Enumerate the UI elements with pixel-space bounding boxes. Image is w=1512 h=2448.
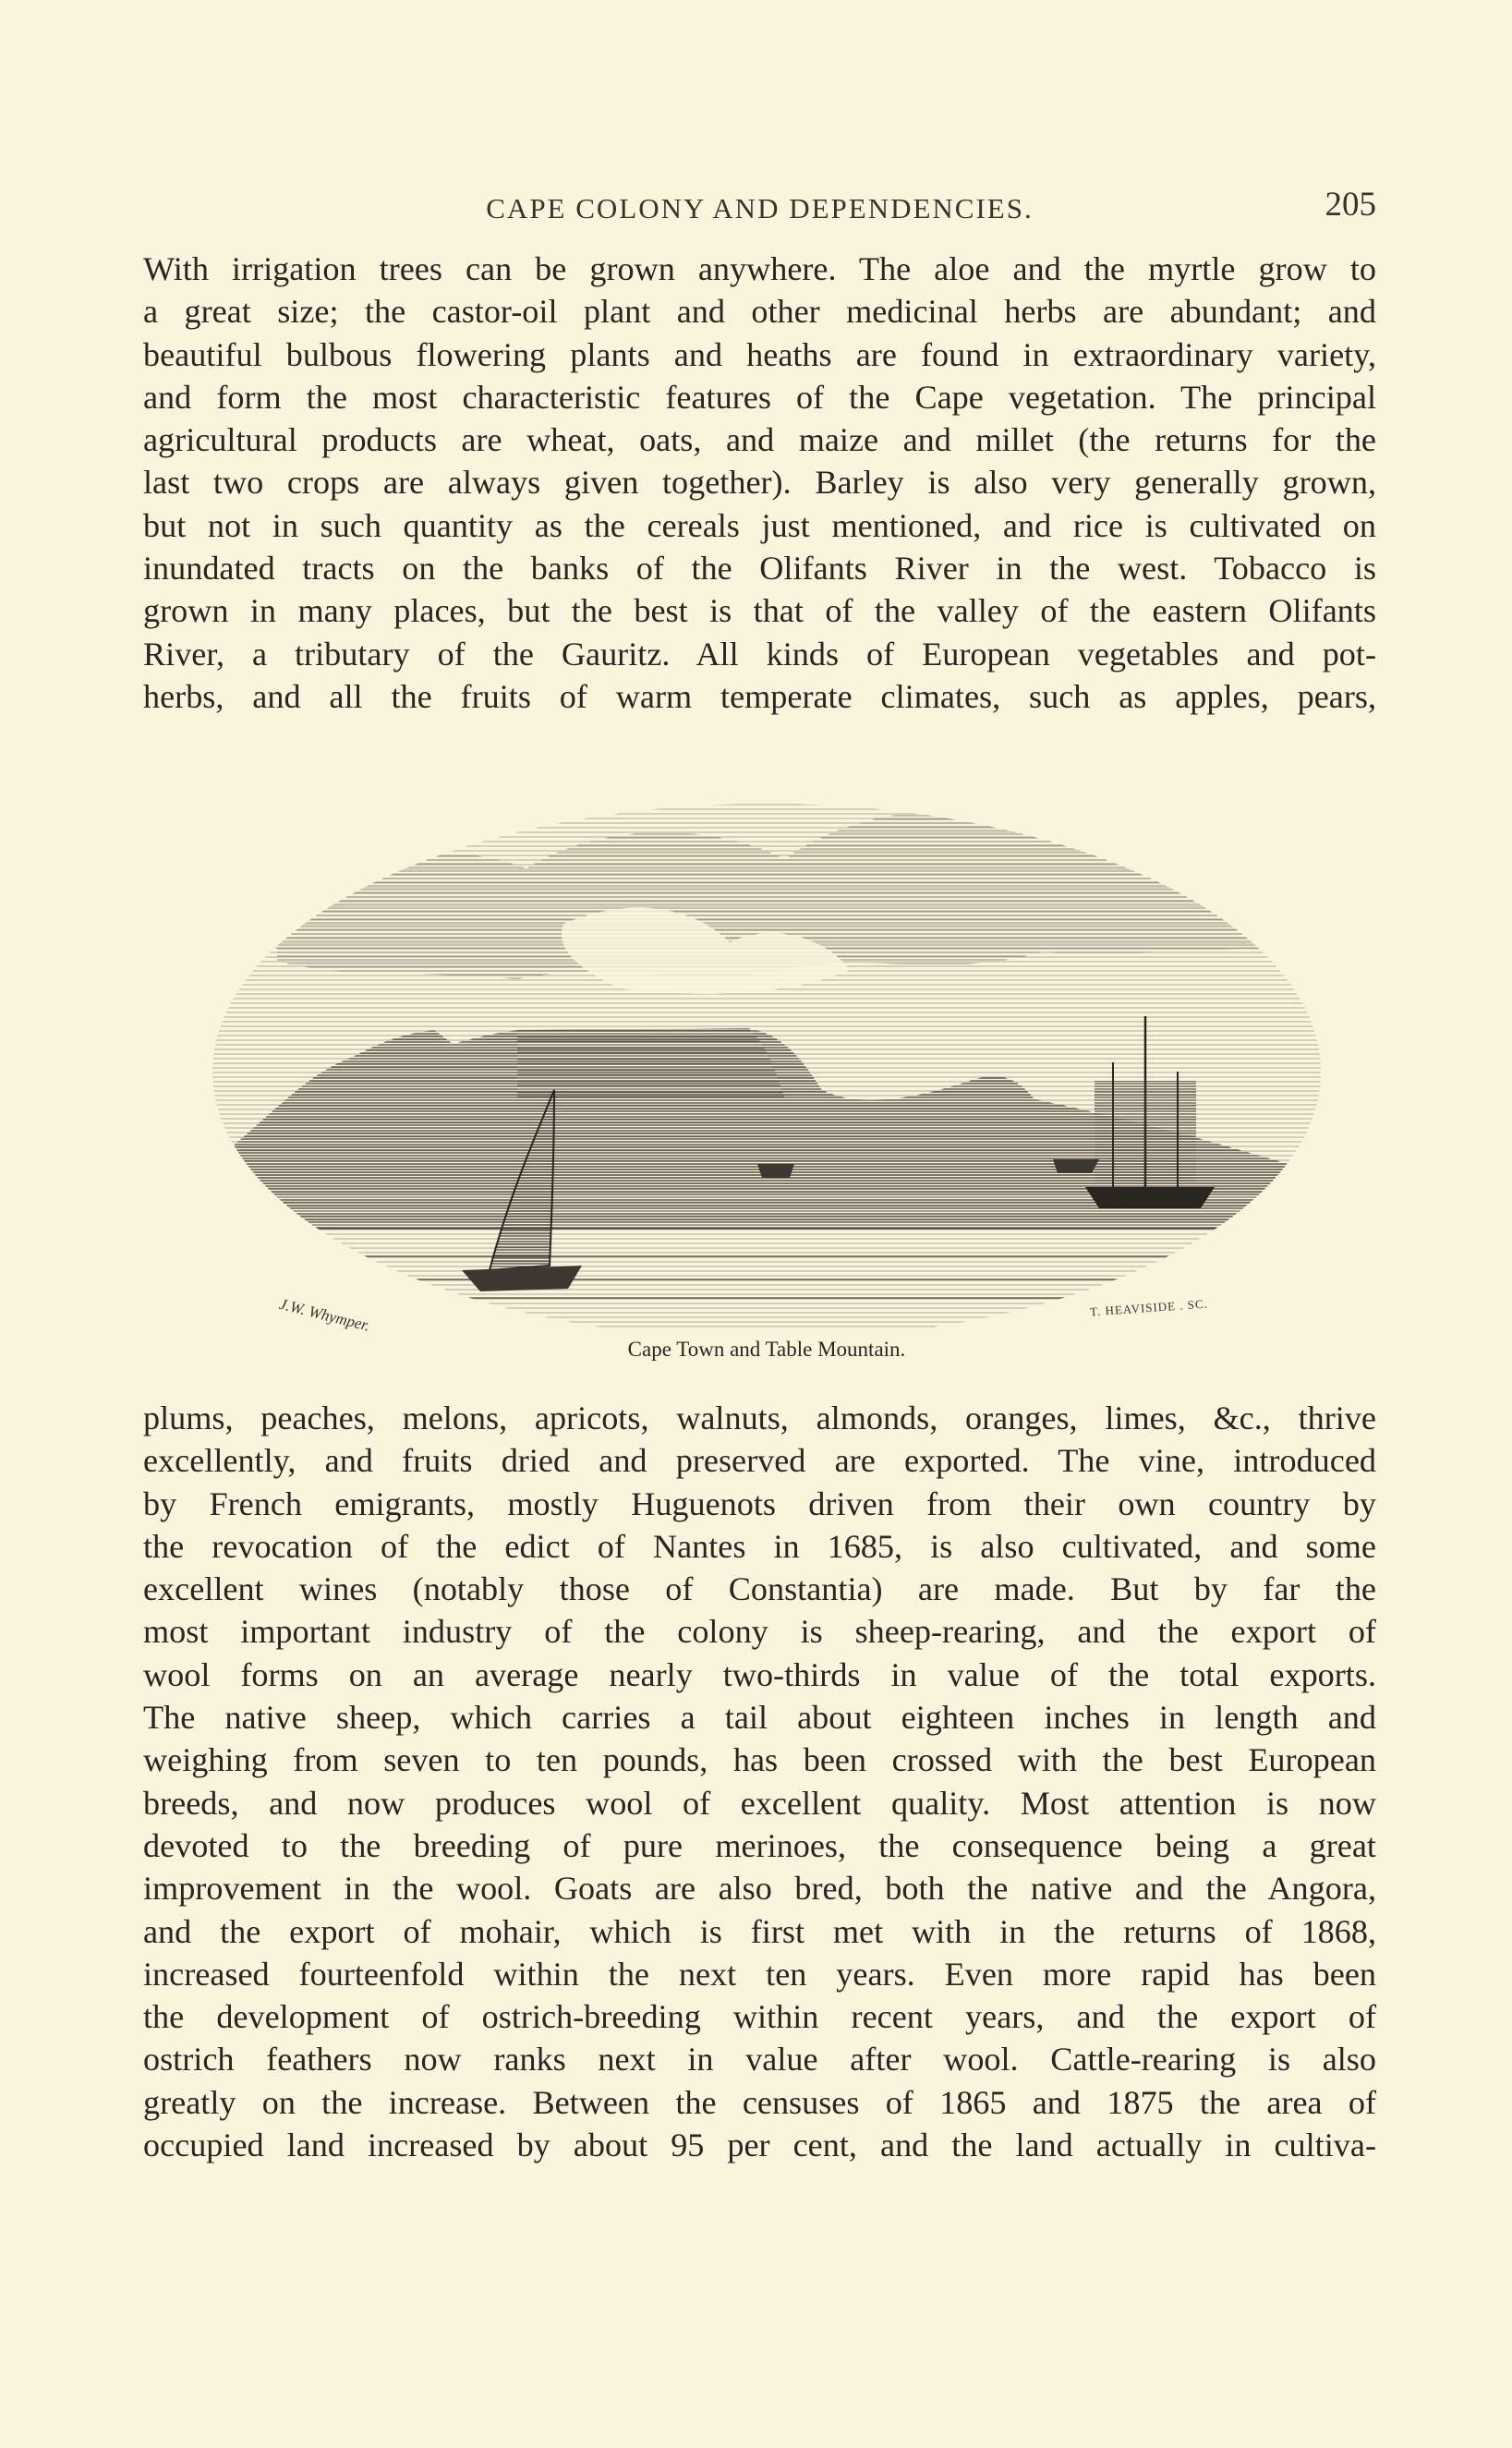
text-line: devoted to the breeding of pure merinoes, the consequence being a great bbox=[143, 1826, 1376, 1864]
text-line: last two crops are always given together). Barley is also very generally grown, bbox=[143, 464, 1376, 502]
paragraph-top bbox=[143, 248, 1376, 718]
text-line: wool forms on an average nearly two-thirds in value of the total exports. bbox=[143, 1655, 1376, 1693]
text-line: weighing from seven to ten pounds, has been crossed with the best European bbox=[143, 1741, 1376, 1779]
ship-sails bbox=[1095, 1081, 1196, 1182]
text-line: and the export of mohair, which is first met with in the returns of 1868, bbox=[143, 1912, 1376, 1950]
text-line: The native sheep, which carries a tail about eighteen inches in length and bbox=[143, 1699, 1376, 1737]
cape-town-engraving bbox=[212, 767, 1321, 1330]
distant-boat bbox=[1053, 1159, 1099, 1173]
text-line: most important industry of the colony is sheep-rearing, and the export of bbox=[143, 1613, 1376, 1651]
mountain-face bbox=[517, 1028, 785, 1099]
text-line: With irrigation trees can be grown anywhere. The aloe and the myrtle grow to bbox=[143, 250, 1376, 287]
text-line: breeds, and now produces wool of excellent quality. Most attention is now bbox=[143, 1784, 1376, 1822]
text-line: excellent wines (notably those of Constantia) are made. But by far the bbox=[143, 1570, 1376, 1608]
text-line: inundated tracts on the banks of the Olifants River in the west. Tobacco is bbox=[143, 550, 1376, 588]
engraving-figure bbox=[212, 767, 1321, 1372]
figure-caption: Cape Town and Table Mountain. bbox=[627, 1338, 906, 1361]
text-line: the revocation of the edict of Nantes in 1685, is also cultivated, and some bbox=[143, 1527, 1376, 1565]
ship-hull bbox=[1085, 1187, 1215, 1208]
text-line: and form the most characteristic features of the Cape vegetation. The principal bbox=[143, 378, 1376, 416]
text-line: ostrich feathers now ranks next in value after wool. Cattle-rearing is also bbox=[143, 2041, 1376, 2078]
running-head bbox=[143, 185, 1376, 229]
text-line: herbs, and all the fruits of warm temperate climates, such as apples, pears, bbox=[143, 677, 1376, 715]
text-line: agricultural products are wheat, oats, and maize and millet (the returns for the bbox=[143, 421, 1376, 459]
text-line: improvement in the wool. Goats are also bred, both the native and the Angora, bbox=[143, 1870, 1376, 1908]
text-line: grown in many places, but the best is that of the valley of the eastern Olifants bbox=[143, 592, 1376, 630]
text-line: plums, peaches, melons, apricots, walnuts, almonds, oranges, limes, &c., thrive bbox=[143, 1400, 1376, 1436]
text-line: beautiful bulbous flowering plants and heaths are found in extraordinary variety, bbox=[143, 335, 1376, 373]
page-number: 205 bbox=[1325, 186, 1376, 224]
text-line: increased fourteenfold within the next ten years. Even more rapid has been bbox=[143, 1955, 1376, 1993]
text-line: the development of ostrich-breeding within recent years, and the export of bbox=[143, 1998, 1376, 2036]
running-title: CAPE COLONY AND DEPENDENCIES. bbox=[486, 192, 1034, 224]
text-line: a great size; the castor-oil plant and other medicinal herbs are abundant; and bbox=[143, 293, 1376, 331]
paragraph-bottom bbox=[143, 1397, 1376, 2166]
distant-boat bbox=[757, 1164, 794, 1178]
engraver-signature-right: T. HEAVISIDE . SC. bbox=[1089, 1296, 1209, 1319]
text-line: but not in such quantity as the cereals just mentioned, and rice is cultivated on bbox=[143, 506, 1376, 544]
engraver-signature-left: J.W. Whymper. bbox=[277, 1295, 372, 1335]
text-line: excellently, and fruits dried and preserved are exported. The vine, introduced bbox=[143, 1442, 1376, 1480]
text-line: occupied land increased by about 95 per cent, and the land actually in cultiva- bbox=[143, 2127, 1376, 2164]
text-line: by French emigrants, mostly Huguenots driven from their own country by bbox=[143, 1485, 1376, 1522]
text-line: River, a tributary of the Gauritz. All kinds of European vegetables and pot- bbox=[143, 635, 1376, 673]
text-line: greatly on the increase. Between the censuses of 1865 and 1875 the area of bbox=[143, 2083, 1376, 2121]
